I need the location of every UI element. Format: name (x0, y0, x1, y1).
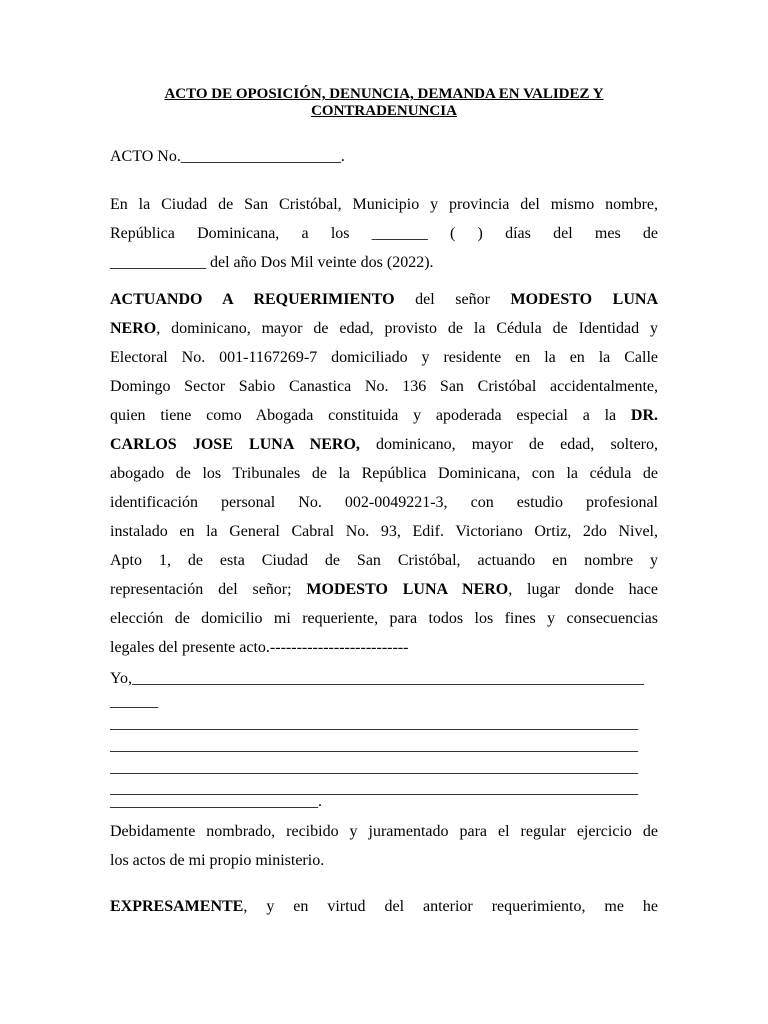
actuando-text-11a: representación del señor; (110, 581, 307, 598)
debidamente-line-2: los actos de mi propio ministerio. (110, 852, 325, 869)
title-line-1: ACTO DE OPOSICIÓN, DENUNCIA, DEMANDA EN VALIDEZ Y (164, 86, 604, 102)
yo-line-5: __________________________________________________________________ (110, 759, 638, 776)
yo-line-1: Yo,________________________________________________________________ (110, 670, 644, 687)
acto-number: ACTO No.____________________. (110, 148, 345, 165)
actuando-line-7: abogado de los Tribunales de la República Dominicana, con la cédula de (110, 465, 658, 482)
actuando-text-1: del señor (394, 291, 511, 308)
actuando-line-11 (110, 580, 658, 600)
actuando-line-1 (110, 290, 658, 310)
intro-line-1: En la Ciudad de San Cristóbal, Municipio y provincia del mismo nombre, (110, 196, 658, 213)
client-name-end: NERO (110, 320, 157, 337)
yo-line-3: __________________________________________________________________ (110, 715, 638, 732)
actuando-text-5: quien tiene como Abogada constituida y apoderada especial a la (110, 407, 631, 424)
intro-line-3: ____________ del año Dos Mil veinte dos (2022). (110, 254, 434, 271)
actuando-line-10: Apto 1, de esta Ciudad de San Cristóbal, actuando en nombre y (110, 552, 658, 569)
actuando-line-9: instalado en la General Cabral No. 93, Edif. Victoriano Ortiz, 2do Nivel, (110, 523, 658, 540)
expresamente-text: , y en virtud del anterior requerimiento, me he (243, 898, 658, 915)
yo-line-6: __________________________________________________________________ (110, 780, 638, 797)
yo-line-7: __________________________. (110, 793, 322, 810)
yo-line-2: ______ (110, 693, 158, 710)
title-line-2: CONTRADENUNCIA (311, 103, 457, 119)
actuando-line-6 (110, 435, 658, 455)
actuando-text-2: , dominicano, mayor de edad, provisto de la Cédula de Identidad y (156, 320, 658, 337)
actuando-line-2 (110, 319, 658, 339)
actuando-line-12: elección de domicilio mi requeriente, para todos los fines y consecuencias (110, 610, 658, 627)
intro-line-2-text: República Dominicana, a los _______ ( ) días del mes de (110, 225, 658, 242)
expresamente-line (110, 897, 658, 917)
document-title (130, 86, 638, 120)
client-name-full: MODESTO LUNA NERO (306, 581, 509, 598)
lawyer-name: CARLOS JOSE LUNA NERO, (110, 436, 360, 453)
actuando-line-8: identificación personal No. 002-0049221-3, con estudio profesional (110, 494, 658, 511)
client-name-part: MODESTO LUNA (510, 291, 658, 308)
actuando-line-5 (110, 406, 658, 426)
intro-line-2 (110, 224, 658, 244)
expresamente-label: EXPRESAMENTE (110, 898, 244, 915)
lawyer-title: DR. (630, 407, 658, 424)
actuando-text-6: dominicano, mayor de edad, soltero, (359, 436, 659, 453)
actuando-line-3: Electoral No. 001-1167269-7 domiciliado y residente en la en la Calle (110, 349, 658, 366)
actuando-line-4: Domingo Sector Sabio Canastica No. 136 San Cristóbal accidentalmente, (110, 378, 658, 395)
yo-line-4: __________________________________________________________________ (110, 737, 638, 754)
actuando-text-11b: , lugar donde hace (508, 581, 658, 598)
requirement-label: ACTUANDO A REQUERIMIENTO (110, 291, 395, 308)
debidamente-line-1: Debidamente nombrado, recibido y juramentado para el regular ejercicio de (110, 823, 658, 840)
actuando-line-13: legales del presente acto.-------------------------- (110, 639, 409, 656)
